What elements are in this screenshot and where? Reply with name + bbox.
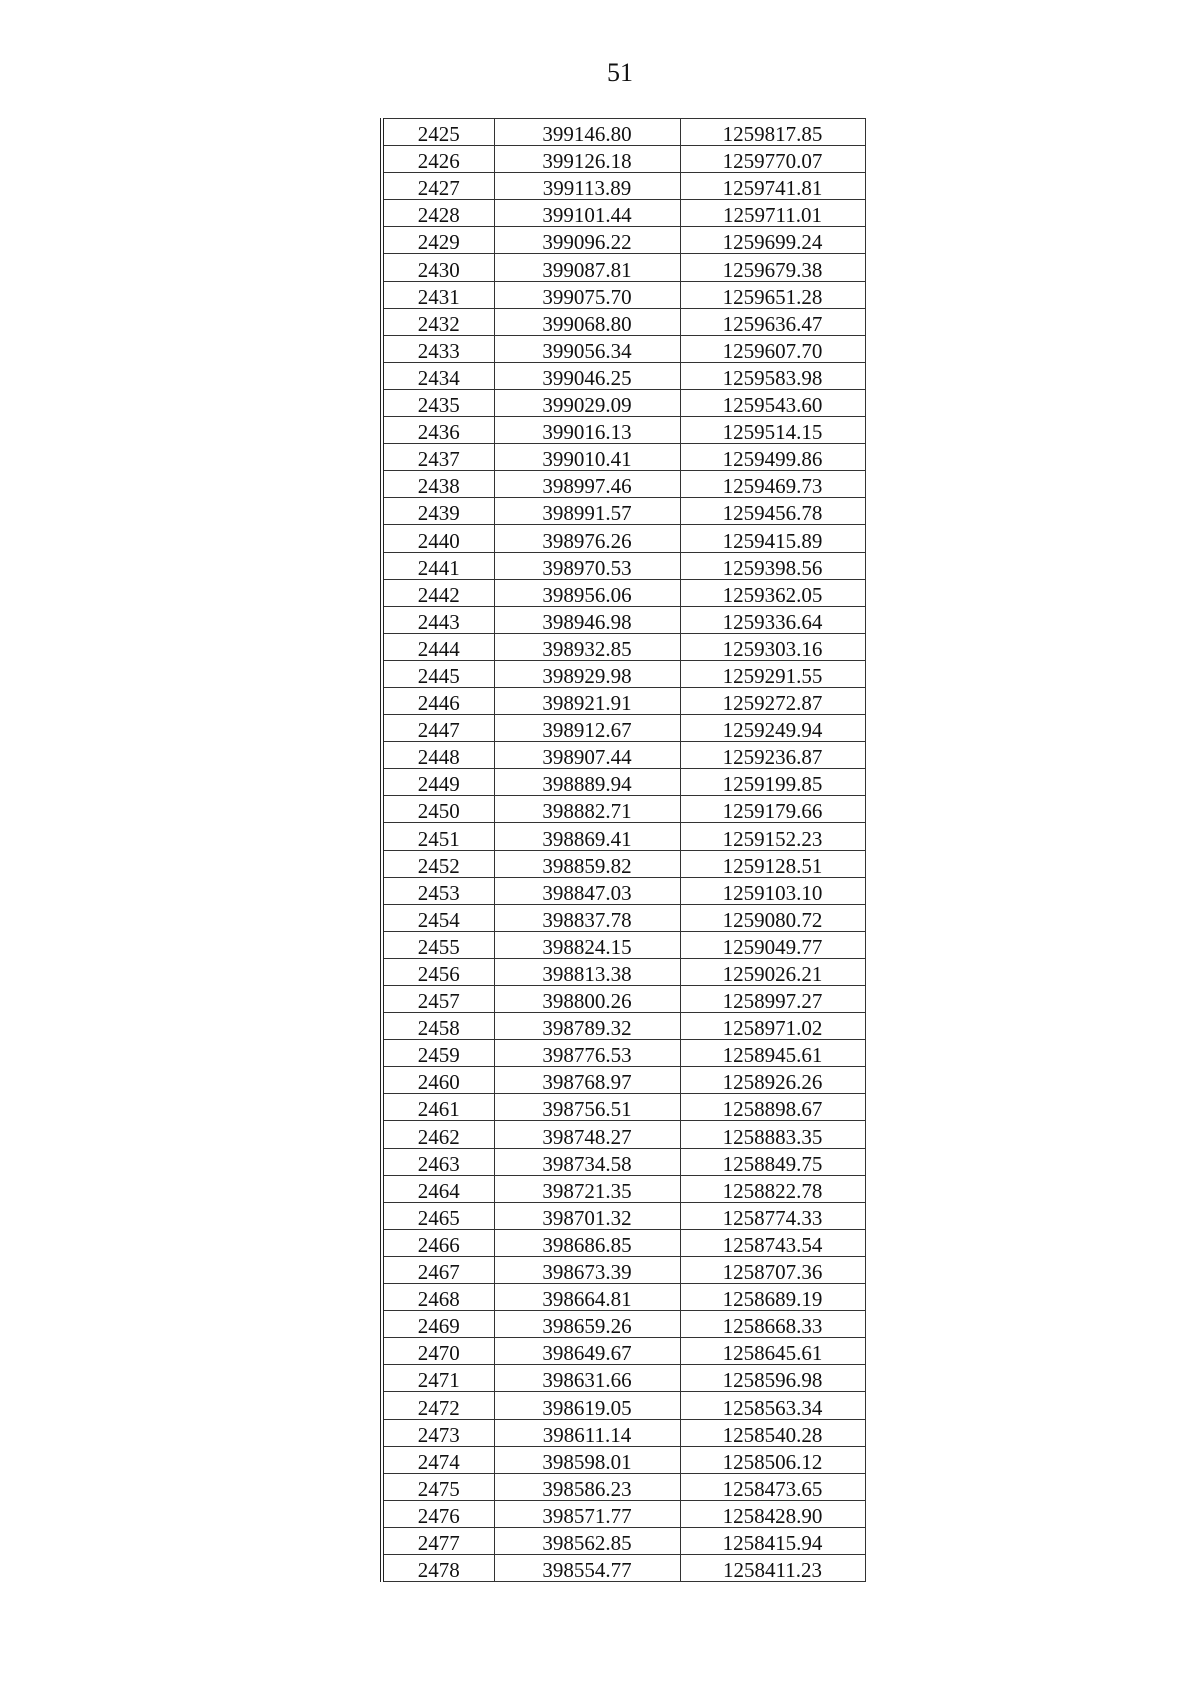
y-coordinate-cell: 1258997.27	[680, 986, 865, 1013]
point-number-cell: 2442	[382, 579, 494, 606]
x-coordinate-cell: 398932.85	[494, 633, 680, 660]
x-coordinate-cell: 398912.67	[494, 715, 680, 742]
x-coordinate-cell: 399075.70	[494, 281, 680, 308]
point-number-cell: 2446	[382, 687, 494, 714]
point-number-cell: 2432	[382, 308, 494, 335]
x-coordinate-cell: 398768.97	[494, 1067, 680, 1094]
table-row	[382, 1202, 865, 1229]
table-row	[382, 1284, 865, 1311]
table-row	[382, 173, 865, 200]
x-coordinate-cell: 399016.13	[494, 417, 680, 444]
y-coordinate-cell: 1259362.05	[680, 579, 865, 606]
x-coordinate-cell: 398997.46	[494, 471, 680, 498]
y-coordinate-cell: 1259543.60	[680, 389, 865, 416]
y-coordinate-cell: 1259128.51	[680, 850, 865, 877]
x-coordinate-cell: 398789.32	[494, 1013, 680, 1040]
point-number-cell: 2425	[382, 119, 494, 146]
y-coordinate-cell: 1258668.33	[680, 1311, 865, 1338]
point-number-cell: 2474	[382, 1446, 494, 1473]
table-row	[382, 389, 865, 416]
y-coordinate-cell: 1259651.28	[680, 281, 865, 308]
point-number-cell: 2465	[382, 1202, 494, 1229]
y-coordinate-cell: 1259103.10	[680, 877, 865, 904]
table-row	[382, 904, 865, 931]
y-coordinate-cell: 1259679.38	[680, 254, 865, 281]
point-number-cell: 2471	[382, 1365, 494, 1392]
y-coordinate-cell: 1258689.19	[680, 1284, 865, 1311]
point-number-cell: 2467	[382, 1256, 494, 1283]
table-row	[382, 823, 865, 850]
table-row	[382, 850, 865, 877]
table-row	[382, 335, 865, 362]
point-number-cell: 2472	[382, 1392, 494, 1419]
table-row	[382, 281, 865, 308]
y-coordinate-cell: 1258428.90	[680, 1500, 865, 1527]
y-coordinate-cell: 1258743.54	[680, 1229, 865, 1256]
x-coordinate-cell: 398907.44	[494, 742, 680, 769]
y-coordinate-cell: 1259236.87	[680, 742, 865, 769]
x-coordinate-cell: 398571.77	[494, 1500, 680, 1527]
table-row	[382, 1554, 865, 1581]
point-number-cell: 2477	[382, 1527, 494, 1554]
table-row	[382, 1338, 865, 1365]
y-coordinate-cell: 1259499.86	[680, 444, 865, 471]
table-row	[382, 579, 865, 606]
x-coordinate-cell: 398649.67	[494, 1338, 680, 1365]
y-coordinate-cell: 1259291.55	[680, 660, 865, 687]
point-number-cell: 2470	[382, 1338, 494, 1365]
x-coordinate-cell: 399068.80	[494, 308, 680, 335]
table-row	[382, 633, 865, 660]
point-number-cell: 2448	[382, 742, 494, 769]
x-coordinate-cell: 398813.38	[494, 958, 680, 985]
point-number-cell: 2475	[382, 1473, 494, 1500]
table-row	[382, 552, 865, 579]
y-coordinate-cell: 1258563.34	[680, 1392, 865, 1419]
y-coordinate-cell: 1258473.65	[680, 1473, 865, 1500]
y-coordinate-cell: 1259303.16	[680, 633, 865, 660]
x-coordinate-cell: 398611.14	[494, 1419, 680, 1446]
table-row	[382, 525, 865, 552]
point-number-cell: 2439	[382, 498, 494, 525]
y-coordinate-cell: 1258707.36	[680, 1256, 865, 1283]
point-number-cell: 2468	[382, 1284, 494, 1311]
point-number-cell: 2458	[382, 1013, 494, 1040]
x-coordinate-cell: 398701.32	[494, 1202, 680, 1229]
x-coordinate-cell: 398889.94	[494, 769, 680, 796]
table-row	[382, 1473, 865, 1500]
table-row	[382, 687, 865, 714]
y-coordinate-cell: 1259456.78	[680, 498, 865, 525]
point-number-cell: 2469	[382, 1311, 494, 1338]
point-number-cell: 2459	[382, 1040, 494, 1067]
point-number-cell: 2437	[382, 444, 494, 471]
table-row	[382, 471, 865, 498]
point-number-cell: 2429	[382, 227, 494, 254]
x-coordinate-cell: 398837.78	[494, 904, 680, 931]
table-row	[382, 1446, 865, 1473]
point-number-cell: 2463	[382, 1148, 494, 1175]
x-coordinate-cell: 399113.89	[494, 173, 680, 200]
point-number-cell: 2449	[382, 769, 494, 796]
x-coordinate-cell: 398869.41	[494, 823, 680, 850]
x-coordinate-cell: 399087.81	[494, 254, 680, 281]
table-row	[382, 254, 865, 281]
point-number-cell: 2478	[382, 1554, 494, 1581]
y-coordinate-cell: 1258774.33	[680, 1202, 865, 1229]
y-coordinate-cell: 1258645.61	[680, 1338, 865, 1365]
x-coordinate-cell: 399029.09	[494, 389, 680, 416]
y-coordinate-cell: 1259741.81	[680, 173, 865, 200]
table-row	[382, 796, 865, 823]
point-number-cell: 2476	[382, 1500, 494, 1527]
point-number-cell: 2441	[382, 552, 494, 579]
point-number-cell: 2450	[382, 796, 494, 823]
point-number-cell: 2460	[382, 1067, 494, 1094]
x-coordinate-cell: 398619.05	[494, 1392, 680, 1419]
point-number-cell: 2443	[382, 606, 494, 633]
x-coordinate-cell: 398598.01	[494, 1446, 680, 1473]
table-row	[382, 146, 865, 173]
y-coordinate-cell: 1258945.61	[680, 1040, 865, 1067]
x-coordinate-cell: 398921.91	[494, 687, 680, 714]
y-coordinate-cell: 1259249.94	[680, 715, 865, 742]
point-number-cell: 2440	[382, 525, 494, 552]
point-number-cell: 2464	[382, 1175, 494, 1202]
y-coordinate-cell: 1259469.73	[680, 471, 865, 498]
table-row	[382, 1500, 865, 1527]
point-number-cell: 2455	[382, 931, 494, 958]
y-coordinate-cell: 1259699.24	[680, 227, 865, 254]
y-coordinate-cell: 1258506.12	[680, 1446, 865, 1473]
x-coordinate-cell: 398991.57	[494, 498, 680, 525]
point-number-cell: 2430	[382, 254, 494, 281]
coordinates-table	[380, 118, 866, 1582]
x-coordinate-cell: 398554.77	[494, 1554, 680, 1581]
x-coordinate-cell: 398664.81	[494, 1284, 680, 1311]
point-number-cell: 2466	[382, 1229, 494, 1256]
point-number-cell: 2445	[382, 660, 494, 687]
point-number-cell: 2434	[382, 362, 494, 389]
x-coordinate-cell: 399101.44	[494, 200, 680, 227]
table-row	[382, 1013, 865, 1040]
x-coordinate-cell: 398776.53	[494, 1040, 680, 1067]
point-number-cell: 2461	[382, 1094, 494, 1121]
table-row	[382, 1392, 865, 1419]
table-row	[382, 498, 865, 525]
x-coordinate-cell: 398631.66	[494, 1365, 680, 1392]
table-row	[382, 660, 865, 687]
table-row	[382, 417, 865, 444]
y-coordinate-cell: 1258926.26	[680, 1067, 865, 1094]
y-coordinate-cell: 1258822.78	[680, 1175, 865, 1202]
y-coordinate-cell: 1258540.28	[680, 1419, 865, 1446]
x-coordinate-cell: 398882.71	[494, 796, 680, 823]
point-number-cell: 2438	[382, 471, 494, 498]
x-coordinate-cell: 398734.58	[494, 1148, 680, 1175]
y-coordinate-cell: 1259817.85	[680, 119, 865, 146]
x-coordinate-cell: 398586.23	[494, 1473, 680, 1500]
table-row	[382, 362, 865, 389]
x-coordinate-cell: 399056.34	[494, 335, 680, 362]
table-row	[382, 1365, 865, 1392]
point-number-cell: 2431	[382, 281, 494, 308]
table-row	[382, 877, 865, 904]
table-row	[382, 769, 865, 796]
table-row	[382, 1094, 865, 1121]
x-coordinate-cell: 399046.25	[494, 362, 680, 389]
table-row	[382, 227, 865, 254]
x-coordinate-cell: 399010.41	[494, 444, 680, 471]
x-coordinate-cell: 398824.15	[494, 931, 680, 958]
x-coordinate-cell: 398686.85	[494, 1229, 680, 1256]
point-number-cell: 2428	[382, 200, 494, 227]
x-coordinate-cell: 398859.82	[494, 850, 680, 877]
x-coordinate-cell: 398659.26	[494, 1311, 680, 1338]
page-number: 51	[607, 58, 633, 87]
table-row	[382, 444, 865, 471]
table-row	[382, 1040, 865, 1067]
table-row	[382, 1229, 865, 1256]
point-number-cell: 2473	[382, 1419, 494, 1446]
point-number-cell: 2427	[382, 173, 494, 200]
x-coordinate-cell: 398756.51	[494, 1094, 680, 1121]
table-row	[382, 308, 865, 335]
y-coordinate-cell: 1258883.35	[680, 1121, 865, 1148]
y-coordinate-cell: 1259199.85	[680, 769, 865, 796]
point-number-cell: 2462	[382, 1121, 494, 1148]
x-coordinate-cell: 398721.35	[494, 1175, 680, 1202]
x-coordinate-cell: 398562.85	[494, 1527, 680, 1554]
point-number-cell: 2453	[382, 877, 494, 904]
point-number-cell: 2433	[382, 335, 494, 362]
point-number-cell: 2444	[382, 633, 494, 660]
x-coordinate-cell: 398956.06	[494, 579, 680, 606]
x-coordinate-cell: 399146.80	[494, 119, 680, 146]
table-row	[382, 742, 865, 769]
y-coordinate-cell: 1259026.21	[680, 958, 865, 985]
x-coordinate-cell: 398673.39	[494, 1256, 680, 1283]
table-row	[382, 1067, 865, 1094]
point-number-cell: 2457	[382, 986, 494, 1013]
x-coordinate-cell: 398946.98	[494, 606, 680, 633]
table-row	[382, 1419, 865, 1446]
table-row	[382, 119, 865, 146]
y-coordinate-cell: 1258898.67	[680, 1094, 865, 1121]
x-coordinate-cell: 399096.22	[494, 227, 680, 254]
y-coordinate-cell: 1258596.98	[680, 1365, 865, 1392]
point-number-cell: 2447	[382, 715, 494, 742]
table-row	[382, 1311, 865, 1338]
x-coordinate-cell: 399126.18	[494, 146, 680, 173]
table-row	[382, 1148, 865, 1175]
y-coordinate-cell: 1259636.47	[680, 308, 865, 335]
y-coordinate-cell: 1259398.56	[680, 552, 865, 579]
table-row	[382, 200, 865, 227]
y-coordinate-cell: 1259179.66	[680, 796, 865, 823]
point-number-cell: 2435	[382, 389, 494, 416]
x-coordinate-cell: 398929.98	[494, 660, 680, 687]
y-coordinate-cell: 1259514.15	[680, 417, 865, 444]
table-row	[382, 931, 865, 958]
y-coordinate-cell: 1258971.02	[680, 1013, 865, 1040]
y-coordinate-cell: 1259336.64	[680, 606, 865, 633]
table-row	[382, 958, 865, 985]
coordinates-table-body	[382, 119, 865, 1582]
y-coordinate-cell: 1259272.87	[680, 687, 865, 714]
point-number-cell: 2456	[382, 958, 494, 985]
point-number-cell: 2436	[382, 417, 494, 444]
x-coordinate-cell: 398976.26	[494, 525, 680, 552]
x-coordinate-cell: 398847.03	[494, 877, 680, 904]
y-coordinate-cell: 1259152.23	[680, 823, 865, 850]
point-number-cell: 2426	[382, 146, 494, 173]
y-coordinate-cell: 1259049.77	[680, 931, 865, 958]
table-row	[382, 1175, 865, 1202]
point-number-cell: 2451	[382, 823, 494, 850]
table-row	[382, 1256, 865, 1283]
y-coordinate-cell: 1258415.94	[680, 1527, 865, 1554]
y-coordinate-cell: 1258411.23	[680, 1554, 865, 1581]
table-row	[382, 606, 865, 633]
point-number-cell: 2454	[382, 904, 494, 931]
point-number-cell: 2452	[382, 850, 494, 877]
x-coordinate-cell: 398970.53	[494, 552, 680, 579]
y-coordinate-cell: 1258849.75	[680, 1148, 865, 1175]
y-coordinate-cell: 1259770.07	[680, 146, 865, 173]
table-row	[382, 1527, 865, 1554]
table-row	[382, 715, 865, 742]
y-coordinate-cell: 1259080.72	[680, 904, 865, 931]
y-coordinate-cell: 1259415.89	[680, 525, 865, 552]
y-coordinate-cell: 1259711.01	[680, 200, 865, 227]
x-coordinate-cell: 398748.27	[494, 1121, 680, 1148]
table-row	[382, 1121, 865, 1148]
y-coordinate-cell: 1259583.98	[680, 362, 865, 389]
table-row	[382, 986, 865, 1013]
y-coordinate-cell: 1259607.70	[680, 335, 865, 362]
x-coordinate-cell: 398800.26	[494, 986, 680, 1013]
